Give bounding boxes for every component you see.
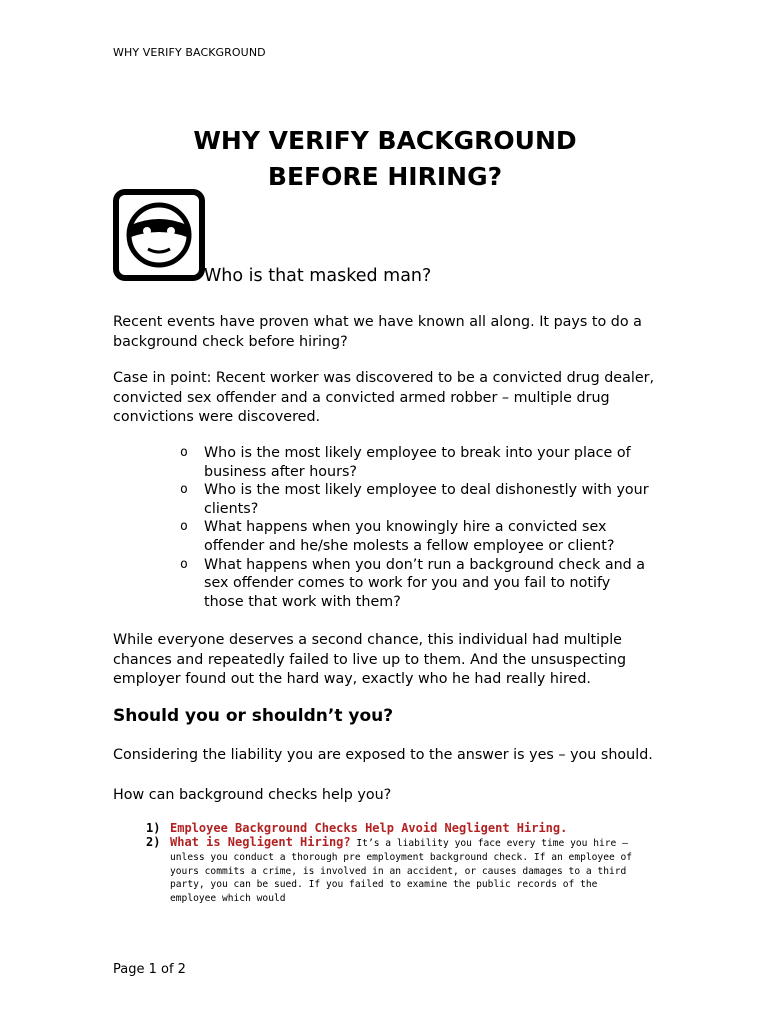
list-item [180,444,650,481]
bullet-circle: o [180,482,188,498]
title-line-2: BEFORE HIRING? [267,162,503,191]
question-list [180,444,650,611]
case-paragraph: Case in point: Recent worker was discovered to be a convicted drug dealer, convicted sex offender and a convicted armed robber – multiple drug convictions were discovered. [113,370,655,425]
second-chance-paragraph: While everyone deserves a second chance, this individual had multiple chances and repeatedly failed to live up to them. And the unsuspecting employer found out the hard way, exactly who he had really hired. [113,632,627,687]
list-item [180,556,650,612]
list-item-heading: What is Negligent Hiring? [170,835,351,849]
list-item-text: It’s a liability you face every time you hire – unless you conduct a thorough pre employment background check. If an employee of yours commits a crime, is involved in an accident, or causes damages to a third party, you can be sued. If you failed to examine the public records of the employee which would [170,838,633,905]
list-item [146,820,646,836]
bullet-circle: o [180,556,188,572]
section-heading: Should you or shouldn’t you? [113,706,394,726]
liability-paragraph: Considering the liability you are exposed to the answer is yes – you should. [113,747,653,763]
list-item [180,481,650,518]
list-item-heading: Employee Background Checks Help Avoid Negligent Hiring. [170,821,568,835]
list-item [146,836,646,906]
masked-man-icon [113,189,205,281]
numbered-list [146,820,646,906]
page-number: Page 1 of 2 [113,962,186,977]
list-number: 1) [146,821,161,835]
list-item-text: Who is the most likely employee to deal dishonestly with your clients? [204,482,649,517]
list-item-text: What happens when you knowingly hire a convicted sex offender and he/she molests a fellow employee or client? [204,519,615,554]
subtitle: Who is that masked man? [204,266,432,286]
running-header: WHY VERIFY BACKGROUND [113,46,266,59]
bullet-circle: o [180,519,188,535]
list-item-text: What happens when you don’t run a background check and a sex offender comes to work for you and you fail to notify those that work with them? [204,556,646,610]
list-item [180,518,650,555]
intro-paragraph: Recent events have proven what we have known all along. It pays to do a background check before hiring? [113,314,642,350]
how-paragraph: How can background checks help you? [113,787,392,803]
list-item-text: Who is the most likely employee to break into your place of business after hours? [204,445,631,480]
list-number: 2) [146,835,161,849]
bullet-circle: o [180,445,188,460]
page-title [113,123,657,195]
title-line-1: WHY VERIFY BACKGROUND [193,126,577,155]
